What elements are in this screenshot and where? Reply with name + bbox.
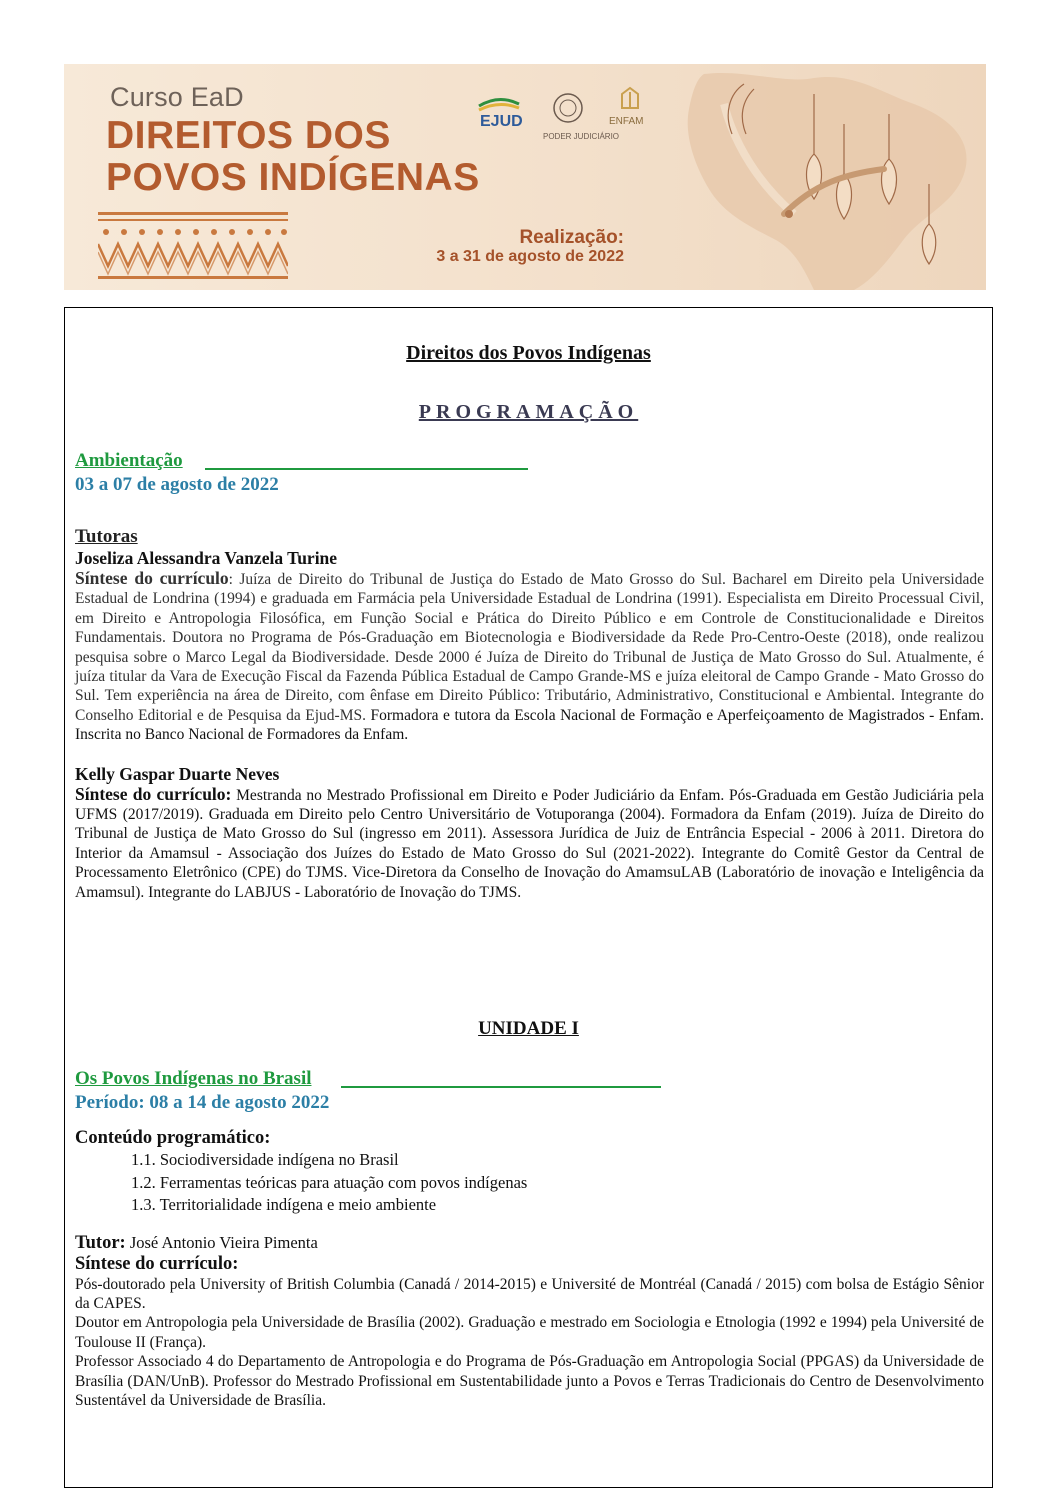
tutoras-heading: Tutoras — [75, 526, 138, 547]
brazil-map-feathers-icon — [664, 64, 986, 290]
sintese-label: Síntese do currículo: — [75, 1253, 239, 1274]
cv-text: Mestranda no Mestrado Profissional em Direito e Poder Judiciário da Enfam. Pós-Graduada em Gestão Judiciária pela UFMS (2017/2019). Graduada em Direito pelo Centro Universitário de Votuporanga (2004). Formadora da Enfam (2019). Juíza de Direito do Tribunal de Justiça de Mato Grosso do Sul (ingresso em 2011). Assessora Jurídica de Juiz de Entrância Especial - 2006 à 2011. Diretora do Interior da Amamsul - Associação dos Juízes do Estado de Mato Grosso do Sul (2021-2022). Integrante do Comitê Gestor da Central de Processamento Eletrônico (CPE) do TJMS. Vice-Diretora da Conselho de Inovação do AmamsuLAB (Laboratório de inovação e Inteligência da Amamsul). Integrante do LABJUS - Laboratório de Inovação do TJMS. — [75, 786, 984, 901]
unidade-periodo: Período: 08 a 14 de agosto 2022 — [75, 1092, 330, 1113]
course-banner — [64, 64, 986, 290]
tutor-name: José Antonio Vieira Pimenta — [125, 1232, 318, 1252]
unidade1-section — [75, 1068, 984, 1410]
unidade-topic: Os Povos Indígenas no Brasil — [75, 1068, 312, 1089]
conteudo-label: Conteúdo programático: — [75, 1128, 271, 1148]
banner-course-label: Curso EaD — [110, 82, 244, 112]
cv-label: Síntese do currículo — [75, 568, 229, 588]
tutora-name: Joseliza Alessandra Vanzela Turine — [75, 548, 338, 568]
list-item: 1.3. Territorialidade indígena e meio ambiente — [131, 1195, 437, 1214]
ambientacao-rule — [205, 468, 528, 470]
ambientacao-heading: Ambientação — [75, 450, 183, 471]
conteudo-list — [75, 1149, 984, 1217]
tutora-cv — [75, 569, 984, 745]
ambientacao-section — [75, 450, 984, 496]
list-item: 1.1. Sociodiversidade indígena no Brasil — [131, 1150, 399, 1169]
logo-ejud-text: EJUD — [480, 113, 523, 130]
tutora-cv — [75, 785, 984, 902]
cv-label: Síntese do currículo: — [75, 783, 232, 804]
banner-title-line2: POVOS INDÍGENAS — [106, 156, 480, 199]
document-title: Direitos dos Povos Indígenas — [406, 342, 651, 364]
realizacao-label: Realização: — [519, 227, 624, 248]
tutor-label: Tutor: — [75, 1232, 126, 1253]
tutoras-section — [75, 526, 984, 902]
tutor-cv-paragraph: Pós-doutorado pela University of British Columbia (Canadá / 2014-2015) e Université de Montréal (Canadá / 2015) com bolsa de Estágio Sênior da CAPES. — [75, 1275, 984, 1312]
program-document — [64, 307, 993, 1488]
tutor-line — [75, 1233, 984, 1254]
banner-title-line1: DIREITOS DOS — [106, 114, 391, 157]
tutor-cv-paragraph: Doutor em Antropologia pela Universidade de Brasília (2002). Graduação e mestrado em Sociologia e Etnologia (1992 e 1994) pela Université de Toulouse II (França). — [75, 1314, 984, 1351]
logo-enfam-label: ENFAM — [609, 116, 644, 127]
logo-poder-label: PODER JUDICIÁRIO — [543, 132, 620, 141]
list-item: 1.2. Ferramentas teóricas para atuação com povos indígenas — [131, 1172, 528, 1192]
tutora-name: Kelly Gaspar Duarte Neves — [75, 763, 280, 784]
unidade-heading: UNIDADE I — [478, 1018, 579, 1039]
tutor-cv-paragraph: Professor Associado 4 do Departamento de Antropologia e do Programa de Pós-Graduação em Antropologia Social (PPGAS) da Universidade de Brasília (DAN/UnB). Professor do Mestrado Profissional em Sustentabilidade junto a Povos e Terras Tradicionais do Centro de Desenvolvimento Sustentável da Universidade de Brasília. — [75, 1353, 984, 1409]
realizacao-dates: 3 a 31 de agosto de 2022 — [436, 248, 624, 265]
topic-rule — [341, 1086, 661, 1088]
cv-text-extra: Formadora e tutora da Escola Nacional de Formação e Aperfeiçoamento de Magistrados - Enfam. Inscrita no Banco Nacional de Formadores da Enfam. — [75, 706, 984, 744]
programacao-heading: PROGRAMAÇÃO — [418, 401, 639, 423]
ambientacao-dates: 03 a 07 de agosto de 2022 — [75, 474, 279, 495]
cv-text: : Juíza de Direito do Tribunal de Justiça do Estado de Mato Grosso do Sul. Bacharel em Direito pela Universidade Estadual de Londrina (1994) e graduada em Farmácia pela Universidade Estadual de Londrina (1991). Especialista em Direito Processual Civil, em Direito e Antropologia Filosófica, em Função Social e Prática do Direito Público e em Controle de Constitucionalidade e Direitos Fundamentais. Doutora no Programa de Pós-Graduação em Biotecnologia e Biodiversidade da Rede Pro-Centro-Oeste (2018), onde realizou pesquisa sobre o Marco Legal da Biodiversidade. Desde 2000 é Juíza de Direito do Tribunal de Justiça de Mato Grosso do Sul. Atualmente, é juíza titular da Vara de Execução Fiscal da Fazenda Pública Estadual de Campo Grande-MS e juíza eleitoral de Campo Grande - Mato Grosso do Sul. Tem experiência na área de Direito, com ênfase em Direito Público: Tributário, Administrativo, Constitucional e Ambiental. Integrante do Conselho Editorial e de Pesquisa da Ejud-MS. — [75, 571, 984, 724]
